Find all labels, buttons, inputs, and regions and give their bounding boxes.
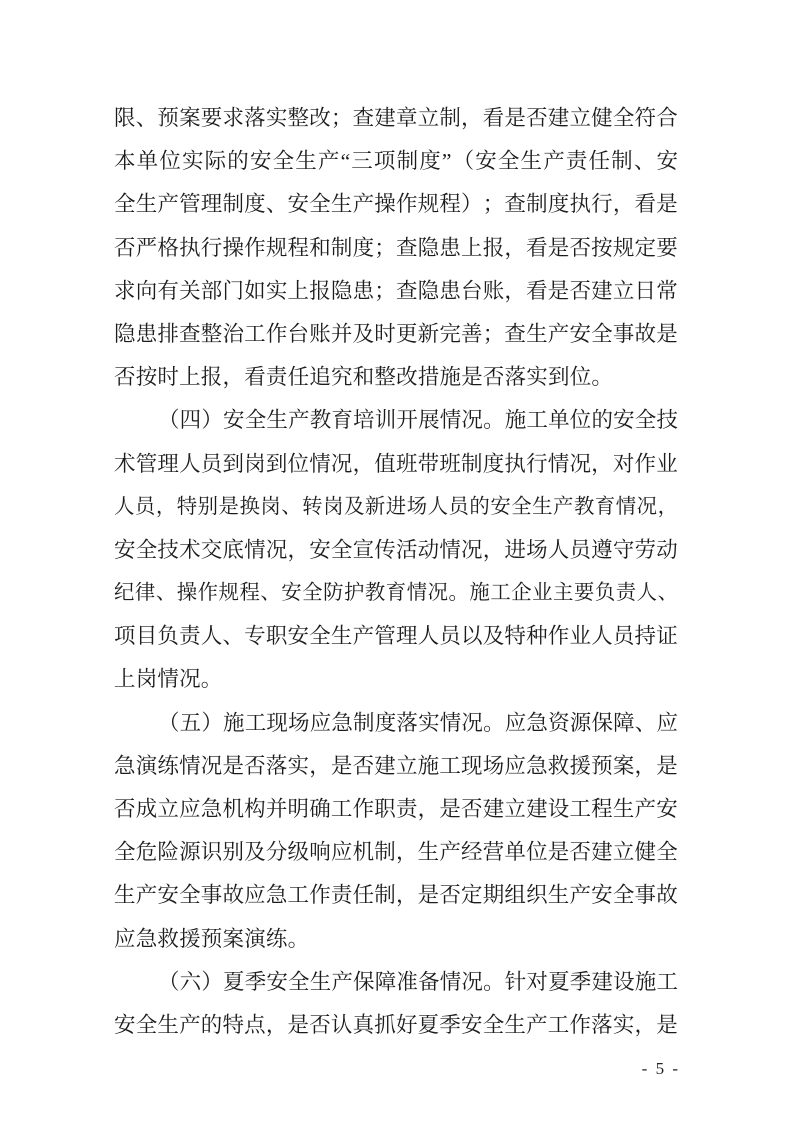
text-line: 安 全 技 术 交 底 情 况 ， 安 全 宣 传 活 动 情 况 ， 进 场 人 员 遵 守 劳 动	[114, 537, 678, 562]
text-line: 全 生 产 管 理 制 度 、 安 全 生 产 操 作 规 程 ） ； 查 制 度 执 行 ， 看 是	[114, 192, 678, 217]
text-line: 求 向 有 关 部 门 如 实 上 报 隐 患 ； 查 隐 患 台 账 ， 看 是 否 建 立 日 常	[114, 278, 678, 303]
text-line: 否 严 格 执 行 操 作 规 程 和 制 度 ； 查 隐 患 上 报 ， 看 是 否 按 规 定 要	[114, 235, 678, 260]
text-line: 应急救援预案演练。	[114, 926, 310, 951]
text-line: 人 员 ， 特 别 是 换 岗 、 转 岗 及 新 进 场 人 员 的 安 全 生 产 教 育 情 况 ，	[114, 495, 678, 518]
page-number: - 5 -	[641, 1059, 680, 1078]
text-line: 限 、 预 案 要 求 落 实 整 改 ； 查 建 章 立 制 ， 看 是 否 建 立 健 全 符 合	[114, 106, 678, 130]
text-line: 安 全 生 产 的 特 点 ， 是 否 认 真 抓 好 夏 季 安 全 生 产 工 作 落 实 ， 是	[114, 1012, 678, 1037]
text-line: 本 单 位 实 际 的 安 全 生 产 “ 三 项 制 度 ” （ 安 全 生 产 责 任 制 、 安	[114, 149, 678, 174]
text-line: 项 目 负 责 人 、 专 职 安 全 生 产 管 理 人 员 以 及 特 种 作 业 人 员 持 证	[114, 624, 678, 649]
text-line: 生 产 安 全 事 故 应 急 工 作 责 任 制 ， 是 否 定 期 组 织 生 产 安 全 事 故	[114, 883, 678, 908]
paragraph-4-heading-line: （ 四 ） 安 全 生 产 教 育 培 训 开 展 情 况 。 施 工 单 位 的 安 全 技	[158, 408, 678, 433]
text-line: 否 成 立 应 急 机 构 并 明 确 工 作 职 责 ， 是 否 建 立 建 设 工 程 生 产 安	[114, 797, 678, 821]
text-line: 隐 患 排 查 整 治 工 作 台 账 并 及 时 更 新 完 善 ； 查 生 产 安 全 事 故 是	[114, 321, 678, 346]
document-body	[114, 97, 678, 1047]
text-line: 否按时上报，看责任追究和整改措施是否落实到位。	[114, 365, 614, 390]
text-line: 术 管 理 人 员 到 岗 到 位 情 况 ， 值 班 带 班 制 度 执 行 情 况 ， 对 作 业	[114, 451, 678, 476]
text-line: 纪 律 、 操 作 规 程 、 安 全 防 护 教 育 情 况 。 施 工 企 业 主 要 负 责 人 、	[114, 582, 678, 605]
paragraph-6-heading-line: （ 六 ） 夏 季 安 全 生 产 保 障 准 备 情 况 。 针 对 夏 季 建 设 施 工	[158, 969, 678, 994]
text-line: 急 演 练 情 况 是 否 落 实 ， 是 否 建 立 施 工 现 场 应 急 救 援 预 案 ， 是	[114, 753, 678, 778]
text-line: 全 危 险 源 识 别 及 分 级 响 应 机 制 ， 生 产 经 营 单 位 是 否 建 立 健 全	[114, 840, 678, 865]
paragraph-5-heading-line: （ 五 ） 施 工 现 场 应 急 制 度 落 实 情 况 。 应 急 资 源 保 障 、 应	[158, 710, 678, 735]
text-line: 上岗情况。	[114, 667, 223, 692]
